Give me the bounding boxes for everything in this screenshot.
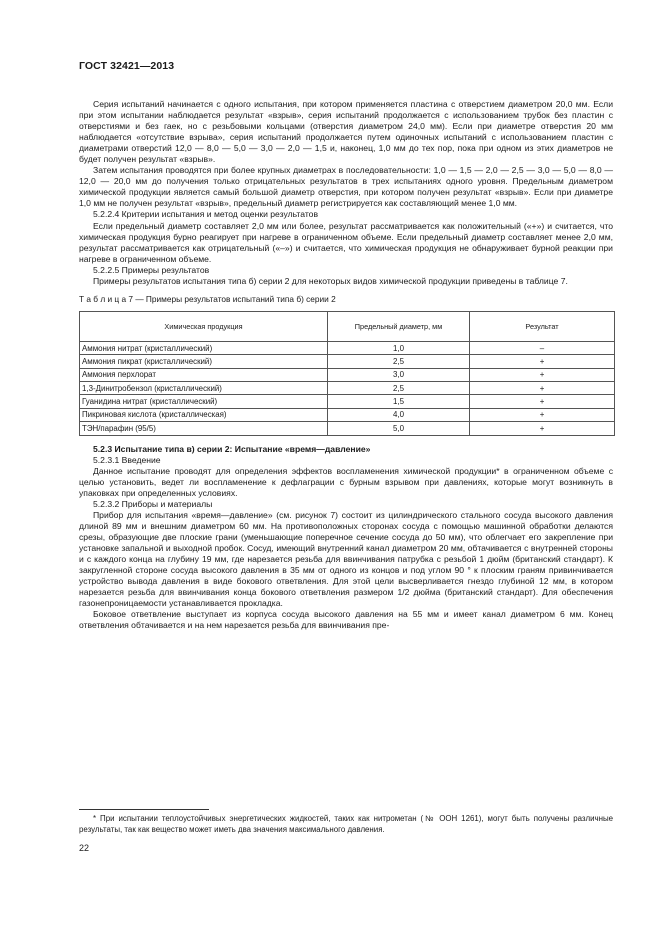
cell-diameter: 2,5 xyxy=(328,355,470,368)
cell-product: Аммония нитрат (кристаллический) xyxy=(80,341,328,354)
cell-diameter: 3,0 xyxy=(328,368,470,381)
cell-result: + xyxy=(470,382,615,395)
table-row xyxy=(80,395,615,408)
cell-diameter: 2,5 xyxy=(328,382,470,395)
cell-product: Аммония перхлорат xyxy=(80,368,328,381)
paragraph: Боковое ответвление выступает из корпуса сосуда высокого давления на 55 мм и имеет канал диаметром 6 мм. Конец ответвления обтачивается и на нем нарезается резьба для ввинчивания пре- xyxy=(79,609,613,631)
page-content xyxy=(79,99,613,631)
table-row xyxy=(80,341,615,354)
cell-result: + xyxy=(470,395,615,408)
cell-product: Аммония пикрат (кристаллический) xyxy=(80,355,328,368)
section-heading: 5.2.2.5 Примеры результатов xyxy=(93,264,210,275)
paragraph: Если предельный диаметр составляет 2,0 мм или более, результат рассматривается как положительный («+») и считается, что химическая продукция бурно реагирует при нагреве в ограниченном объеме. Если предельный диаметр составляет менее 2,0 мм, результат рассматривается как отрицательный («–») и считается, что химическая продукция не обнаруживает бурной реакции при нагреве в ограниченном объеме. xyxy=(79,220,613,264)
column-header-product: Химическая продукция xyxy=(80,311,328,341)
cell-result: – xyxy=(470,341,615,354)
section-heading: 5.2.3.2 Приборы и материалы xyxy=(93,498,213,509)
cell-product: Гуанидина нитрат (кристаллический) xyxy=(80,395,328,408)
table-row xyxy=(80,355,615,368)
column-header-diameter: Предельный диаметр, мм xyxy=(328,311,470,341)
cell-diameter: 1,5 xyxy=(328,395,470,408)
cell-product: 1,3-Динитробензол (кристаллический) xyxy=(80,382,328,395)
results-table xyxy=(79,311,615,436)
table-caption: Т а б л и ц а 7 — Примеры результатов испытаний типа б) серии 2 xyxy=(79,293,336,304)
cell-diameter: 1,0 xyxy=(328,341,470,354)
table-row xyxy=(80,382,615,395)
document-header: ГОСТ 32421—2013 xyxy=(79,60,175,72)
footnote-divider xyxy=(79,809,209,810)
column-header-result: Результат xyxy=(470,311,615,341)
table-row xyxy=(80,408,615,421)
section-heading: 5.2.2.4 Критерии испытания и метод оценки результатов xyxy=(93,209,319,220)
paragraph: Примеры результатов испытания типа б) серии 2 для некоторых видов химической продукции приведены в таблице 7. xyxy=(93,275,568,286)
paragraph: Затем испытания проводятся при более крупных диаметрах в последовательности: 1,0 — 1,5 — 2,0 — 2,5 — 3,0 — 5,0 — 8,0 — 12,0 — 20,0 мм до получения только отрицательных результатов в трех испытаниях одного уровня. Предельным диаметром химической продукции является самый большой диаметр отверстия, при котором получен результат «взрыв». Если при диаметре 1,0 мм не получен результат «взрыв», предельный диаметр регистрируется как составляющий менее 1,0 мм. xyxy=(79,165,613,209)
cell-product: ТЭН/парафин (95/5) xyxy=(80,422,328,435)
page-number: 22 xyxy=(79,843,90,853)
cell-result: + xyxy=(470,368,615,381)
cell-result: + xyxy=(470,355,615,368)
table-row xyxy=(80,422,615,435)
cell-result: + xyxy=(470,408,615,421)
section-heading-bold: 5.2.3 Испытание типа в) серии 2: Испытание «время—давление» xyxy=(93,443,371,454)
footnote-text: * При испытании теплоустойчивых энергетических жидкостей, таких как нитрометан (№ ООН 1261), могут быть получены различные результаты, так как вещество может иметь два значения максимального давления. xyxy=(79,814,613,834)
table-header-row xyxy=(80,311,615,341)
table-row xyxy=(80,368,615,381)
cell-diameter: 4,0 xyxy=(328,408,470,421)
paragraph: Серия испытаний начинается с одного испытания, при котором применяется пластина с отверстием диаметром 20,0 мм. Если при этом испытании наблюдается результат «взрыв», серия испытаний продолжается с использованием трубок без пластин с отверстиями и без гаек, но с резьбовыми кольцами (отверстия диаметром 24,0 мм). Если при диаметре отверстия 20 мм наблюдается «отсутствие взрыва», серия испытаний продолжается путем одиночных испытаний с использованием пластин с диаметрами отверстий 12,0 — 8,0 — 5,0 — 3,0 — 2,0 — 1,5 и, наконец, 1,0 мм до тех пор, пока при одном из этих диаметров не будет получен результат «взрыв». xyxy=(79,99,613,165)
paragraph: Данное испытание проводят для определения эффектов воспламенения химической продукции* в ограниченном объеме с целью установить, ведет ли воспламенение к дефлаграции с бурным взрывом при давлениях, которые могут возникнуть в упаковках при определенных условиях. xyxy=(79,465,613,498)
cell-product: Пикриновая кислота (кристаллическая) xyxy=(80,408,328,421)
footnote xyxy=(79,814,613,835)
section-heading: 5.2.3.1 Введение xyxy=(93,454,161,465)
paragraph: Прибор для испытания «время—давление» (см. рисунок 7) состоит из цилиндрического стального сосуда высокого давления длиной 89 мм и внешним диаметром 60 мм. На противоположных сторонах сосуда с помощью машинной обработки делаются срезы, образующие две плоские грани (уменьшающие поперечное сечение сосуда до 50 мм), что облегчает его закрепление при установке запальной и выходной пробок. Сосуд, имеющий внутренний канал диаметром 20 мм, обтачивается с внутренней стороны и с каждого конца на глубину 19 мм, где нарезается резьба для ввинчивания патрубка с резьбой 1 дюйм (британский стандарт). К закругленной стороне сосуда высокого давления в 35 мм от одного из концов и под углом 90 ° к плоским граням привинчивается устройство вывода давления в виде бокового ответвления. Для этой цели высверливается гнездо глубиной 12 мм, в котором нарезается резьба для ввинчивания конца бокового ответвления размером 1/2 дюйма (британский стандарт). Для обеспечения газонепроницаемости устанавливается прокладка. xyxy=(79,509,613,609)
cell-diameter: 5,0 xyxy=(328,422,470,435)
cell-result: + xyxy=(470,422,615,435)
